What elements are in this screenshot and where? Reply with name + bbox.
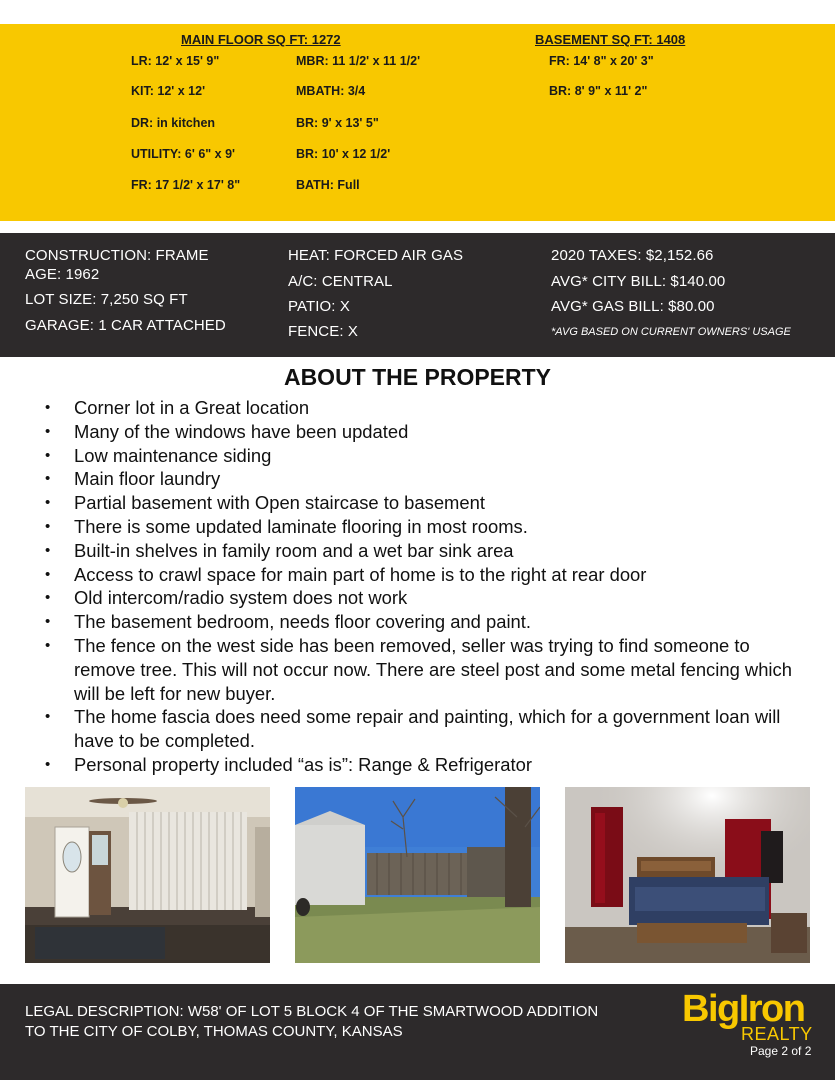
fence-fact: FENCE: X — [288, 323, 358, 340]
lot-size-fact: LOT SIZE: 7,250 SQ FT — [25, 291, 188, 308]
list-item: • Personal property included “as is”: Range & Refrigerator — [40, 753, 800, 777]
age-fact: AGE: 1962 — [25, 266, 100, 283]
about-heading: ABOUT THE PROPERTY — [283, 364, 552, 390]
garage-fact: GARAGE: 1 CAR ATTACHED — [25, 317, 226, 334]
list-item: • Access to crawl space for main part of home is to the right at rear door — [40, 563, 800, 587]
room-entry: LR: 12' x 15' 9" — [131, 54, 220, 68]
legal-line: TO THE CITY OF COLBY, THOMAS COUNTY, KANSAS — [25, 1023, 403, 1040]
gas-bill-fact: AVG* GAS BILL: $80.00 — [551, 298, 715, 315]
ac-fact: A/C: CENTRAL — [288, 273, 393, 290]
property-facts-panel — [0, 233, 835, 357]
realty-logo-text: REALTY — [741, 1024, 813, 1044]
legal-line: LEGAL DESCRIPTION: W58' OF LOT 5 BLOCK 4 OF THE SMARTWOOD ADDITION — [25, 1003, 599, 1020]
room-entry: UTILITY: 6' 6" x 9' — [131, 147, 236, 161]
room-entry: DR: in kitchen — [131, 116, 216, 130]
room-entry: MBATH: 3/4 — [296, 84, 366, 98]
room-entry: KIT: 12' x 12' — [131, 84, 206, 98]
room-entry: BR: 8' 9" x 11' 2" — [549, 84, 648, 98]
heat-fact: HEAT: FORCED AIR GAS — [288, 247, 464, 264]
list-item: • Old intercom/radio system does not work — [40, 586, 800, 610]
list-item: • There is some updated laminate flooring in most rooms. — [40, 515, 800, 539]
room-dimensions-panel — [0, 24, 835, 221]
list-item: • The fence on the west side has been removed, seller was trying to find someone to remove tree. This will not occur now. There are steel post and some metal fencing which will be left for new buyer. — [40, 634, 800, 705]
list-item: • Low maintenance siding — [40, 444, 800, 468]
bedroom-photo — [565, 787, 810, 963]
list-item: • Partial basement with Open staircase to basement — [40, 491, 800, 515]
list-item: • The basement bedroom, needs floor covering and paint. — [40, 610, 800, 634]
list-item: • The home fascia does need some repair and painting, which for a government loan will have to be completed. — [40, 705, 800, 753]
backyard-photo — [295, 787, 540, 963]
page-number: Page 2 of 2 — [750, 1044, 812, 1058]
footer — [0, 984, 835, 1080]
usage-footnote: *AVG BASED ON CURRENT OWNERS' USAGE — [551, 326, 791, 338]
list-item: • Built-in shelves in family room and a wet bar sink area — [40, 539, 800, 563]
construction-fact: CONSTRUCTION: FRAME — [25, 247, 209, 264]
main-floor-sqft-heading: MAIN FLOOR SQ FT: 1272 — [181, 32, 341, 47]
city-bill-fact: AVG* CITY BILL: $140.00 — [551, 273, 726, 290]
room-entry: MBR: 11 1/2' x 11 1/2' — [296, 54, 421, 68]
basement-sqft-heading: BASEMENT SQ FT: 1408 — [535, 32, 686, 47]
list-item: • Main floor laundry — [40, 467, 800, 491]
room-entry: BATH: Full — [296, 178, 360, 192]
room-entry: FR: 14' 8" x 20' 3" — [549, 54, 654, 68]
legal-description — [25, 1002, 645, 1042]
taxes-fact: 2020 TAXES: $2,152.66 — [551, 247, 714, 264]
list-item: • Many of the windows have been updated — [40, 420, 800, 444]
room-entry: BR: 10' x 12 1/2' — [296, 147, 391, 161]
living-room-photo — [25, 787, 270, 963]
room-entry: FR: 17 1/2' x 17' 8" — [131, 178, 241, 192]
feature-list — [40, 396, 800, 777]
bigiron-logo: BigIron — [682, 988, 805, 1030]
list-item: • Corner lot in a Great location — [40, 396, 800, 420]
room-entry: BR: 9' x 13' 5" — [296, 116, 379, 130]
patio-fact: PATIO: X — [288, 298, 350, 315]
